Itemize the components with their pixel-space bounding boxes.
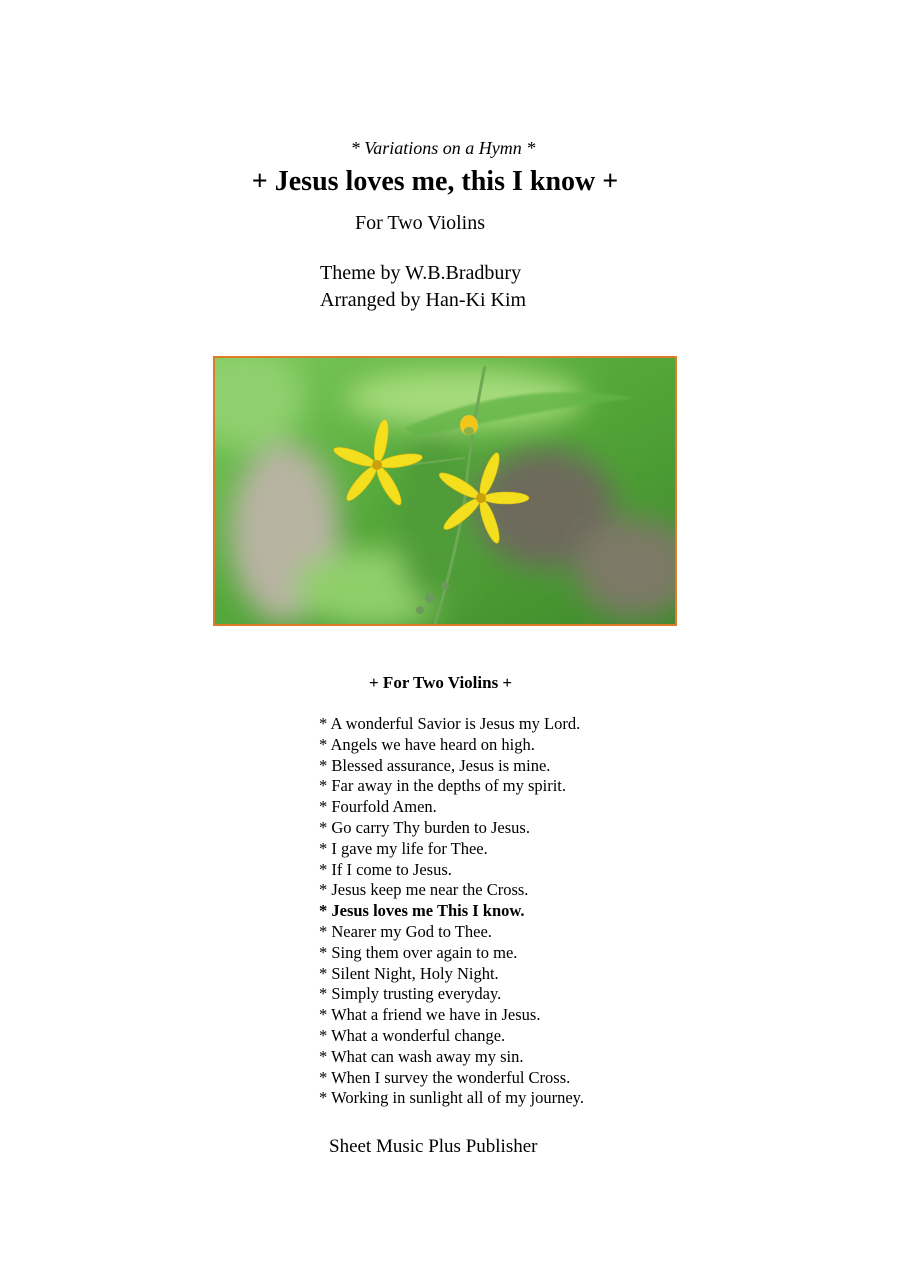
list-item: * Blessed assurance, Jesus is mine. (319, 755, 551, 775)
publisher-credit: Sheet Music Plus Publisher (329, 1136, 538, 1157)
list-item: * Go carry Thy burden to Jesus. (319, 817, 530, 837)
list-item: * I gave my life for Thee. (319, 838, 488, 858)
credits (320, 260, 526, 314)
arranger-credit: Arranged by Han-Ki Kim (320, 289, 527, 311)
list-item: * Jesus keep me near the Cross. (319, 880, 529, 900)
list-item: * Working in sunlight all of my journey. (319, 1088, 584, 1108)
page-title: + Jesus loves me, this I know + (251, 166, 619, 197)
list-item: * Nearer my God to Thee. (319, 921, 492, 941)
hymn-list (319, 714, 584, 1109)
list-item: * What a friend we have in Jesus. (319, 1005, 541, 1025)
flower-bud (460, 415, 478, 435)
list-item: * What a wonderful change. (319, 1025, 506, 1045)
instrumentation: For Two Violins (355, 212, 486, 234)
cover-photo (213, 356, 677, 626)
list-item: * What can wash away my sin. (319, 1046, 524, 1066)
list-item: * Simply trusting everyday. (319, 984, 502, 1004)
list-item: * Silent Night, Holy Night. (319, 963, 499, 983)
list-item-current-hymn: * Jesus loves me This I know. (319, 901, 525, 921)
list-item: * A wonderful Savior is Jesus my Lord. (319, 714, 581, 733)
list-item: * Fourfold Amen. (319, 797, 437, 817)
theme-credit: Theme by W.B.Bradbury (320, 262, 522, 284)
list-item: * If I come to Jesus. (319, 859, 452, 879)
collection-heading: + For Two Violins + (369, 673, 513, 692)
list-item: * Far away in the depths of my spirit. (319, 776, 567, 796)
yellow-flowers-image (215, 358, 675, 624)
list-item: * Angels we have heard on high. (319, 734, 535, 754)
list-item: * Sing them over again to me. (319, 942, 518, 962)
list-item: * When I survey the wonderful Cross. (319, 1067, 571, 1087)
collection-subtitle: * Variations on a Hymn * (350, 138, 536, 158)
